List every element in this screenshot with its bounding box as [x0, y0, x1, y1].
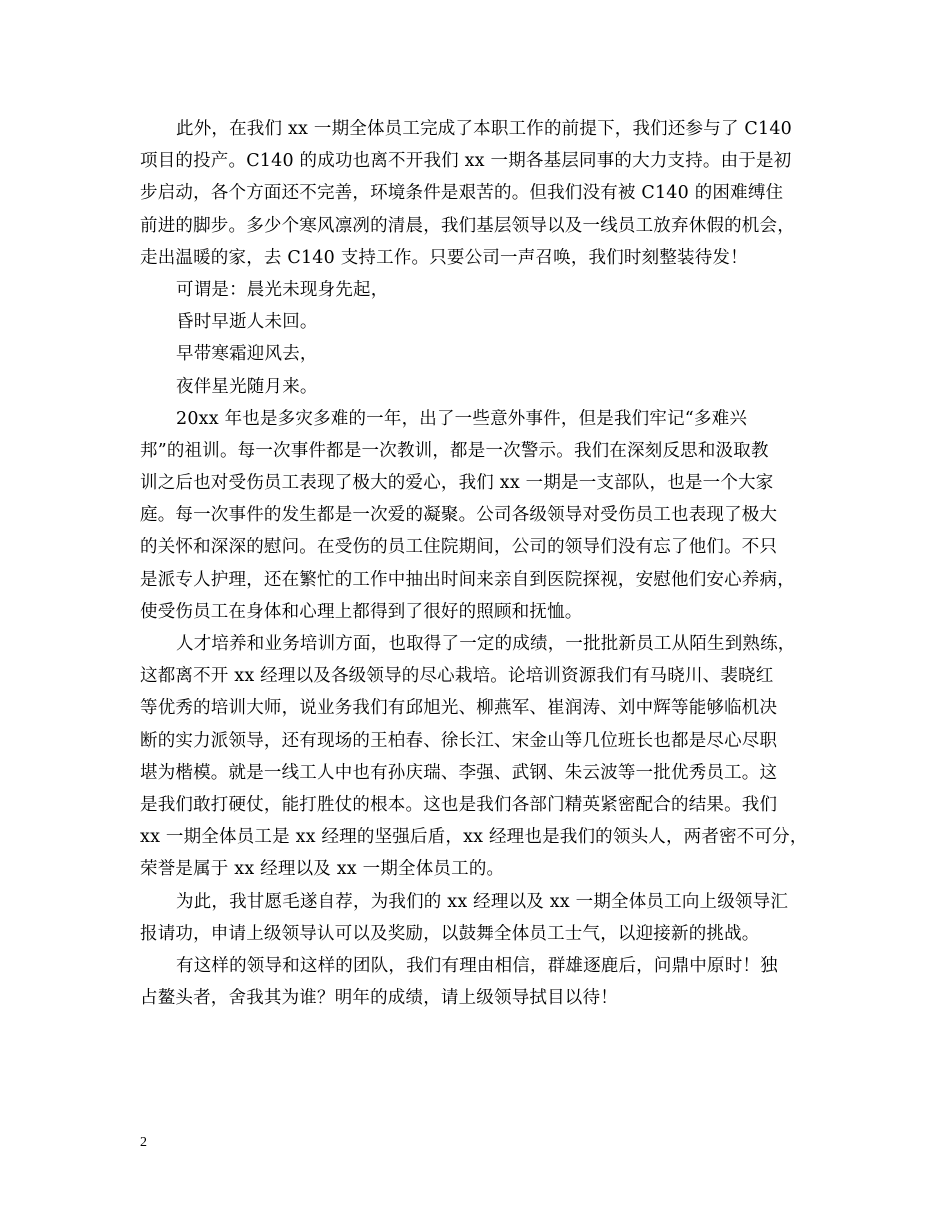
- text-line: 20xx 年也是多灾多难的一年，出了一些意外事件，但是我们牢记“多难兴: [176, 408, 748, 429]
- text-line: 的关怀和深深的慰问。在受伤的员工住院期间，公司的领导们没有忘了他们。不只: [140, 537, 778, 558]
- text-line: 有这样的领导和这样的团队，我们有理由相信，群雄逐鹿后，问鼎中原时！独: [176, 955, 778, 976]
- text-line: 人才培养和业务培训方面，也取得了一定的成绩，一批批新员工从陌生到熟练，: [176, 634, 796, 654]
- text-line: 堪为楷模。就是一线工人中也有孙庆瑞、李强、武钢、朱云波等一批优秀员工。这: [140, 762, 778, 783]
- text-line: 前进的脚步。多少个寒风凛冽的清晨，我们基层领导以及一线员工放弃休假的机会，: [140, 215, 795, 236]
- text-line: 占鳌头者，舍我其为谁？明年的成绩，请上级领导拭目以待！: [140, 988, 618, 1009]
- text-line: 是我们敢打硬仗，能打胜仗的根本。这也是我们各部门精英紧密配合的结果。我们: [140, 794, 778, 815]
- text-line: 这都离不开 xx 经理以及各级领导的尽心栽培。论培训资源我们有马晓川、裴晓红: [140, 666, 774, 687]
- text-line: 夜伴星光随月来。: [176, 376, 318, 397]
- text-line: 庭。每一次事件的发生都是一次爱的凝聚。公司各级领导对受伤员工也表现了极大: [140, 505, 778, 526]
- text-line: 报请功，申请上级领导认可以及奖励，以鼓舞全体员工士气，以迎接新的挑战。: [140, 923, 760, 944]
- text-line: 训之后也对受伤员工表现了极大的爱心，我们 xx 一期是一支部队，也是一个大家: [140, 473, 774, 494]
- text-line: 等优秀的培训大师，说业务我们有邱旭光、柳燕军、崔润涛、刘中辉等能够临机决: [140, 698, 778, 719]
- text-line: 此外，在我们 xx 一期全体员工完成了本职工作的前提下，我们还参与了 C140: [176, 119, 793, 139]
- text-line: 步启动，各个方面还不完善，环境条件是艰苦的。但我们没有被 C140 的困难缚住: [140, 183, 784, 204]
- text-line: 断的实力派领导，还有现场的王柏春、徐长江、宋金山等几位班长也都是尽心尽职: [140, 730, 778, 751]
- text-line: 早带寒霜迎风去，: [176, 344, 318, 365]
- text-line: 是派专人护理，还在繁忙的工作中抽出时间来亲自到医院探视，安慰他们安心养病，: [140, 569, 795, 590]
- document-body: [140, 113, 810, 1014]
- text-line: xx 一期全体员工是 xx 经理的坚强后盾，xx 经理也是我们的领头人，两者密不可分，: [140, 827, 808, 848]
- text-line: 荣誉是属于 xx 经理以及 xx 一期全体员工的。: [140, 859, 505, 880]
- text-line: 使受伤员工在身体和心理上都得到了很好的照顾和抚恤。: [140, 601, 583, 622]
- text-line: 可谓是：晨光未现身先起，: [176, 279, 389, 300]
- page-number: 2: [140, 1135, 147, 1150]
- text-line: 项目的投产。C140 的成功也离不开我们 xx 一期各基层同事的大力支持。由于是初: [140, 151, 792, 172]
- text-line: 走出温暖的家，去 C140 支持工作。只要公司一声召唤，我们时刻整装待发！: [140, 247, 748, 268]
- text-line: 邦”的祖训。每一次事件都是一次教训，都是一次警示。我们在深刻反思和汲取教: [140, 440, 769, 461]
- text-line: 昏时早逝人未回。: [176, 312, 318, 333]
- text-line: 为此，我甘愿毛遂自荐，为我们的 xx 经理以及 xx 一期全体员工向上级领导汇: [176, 891, 789, 912]
